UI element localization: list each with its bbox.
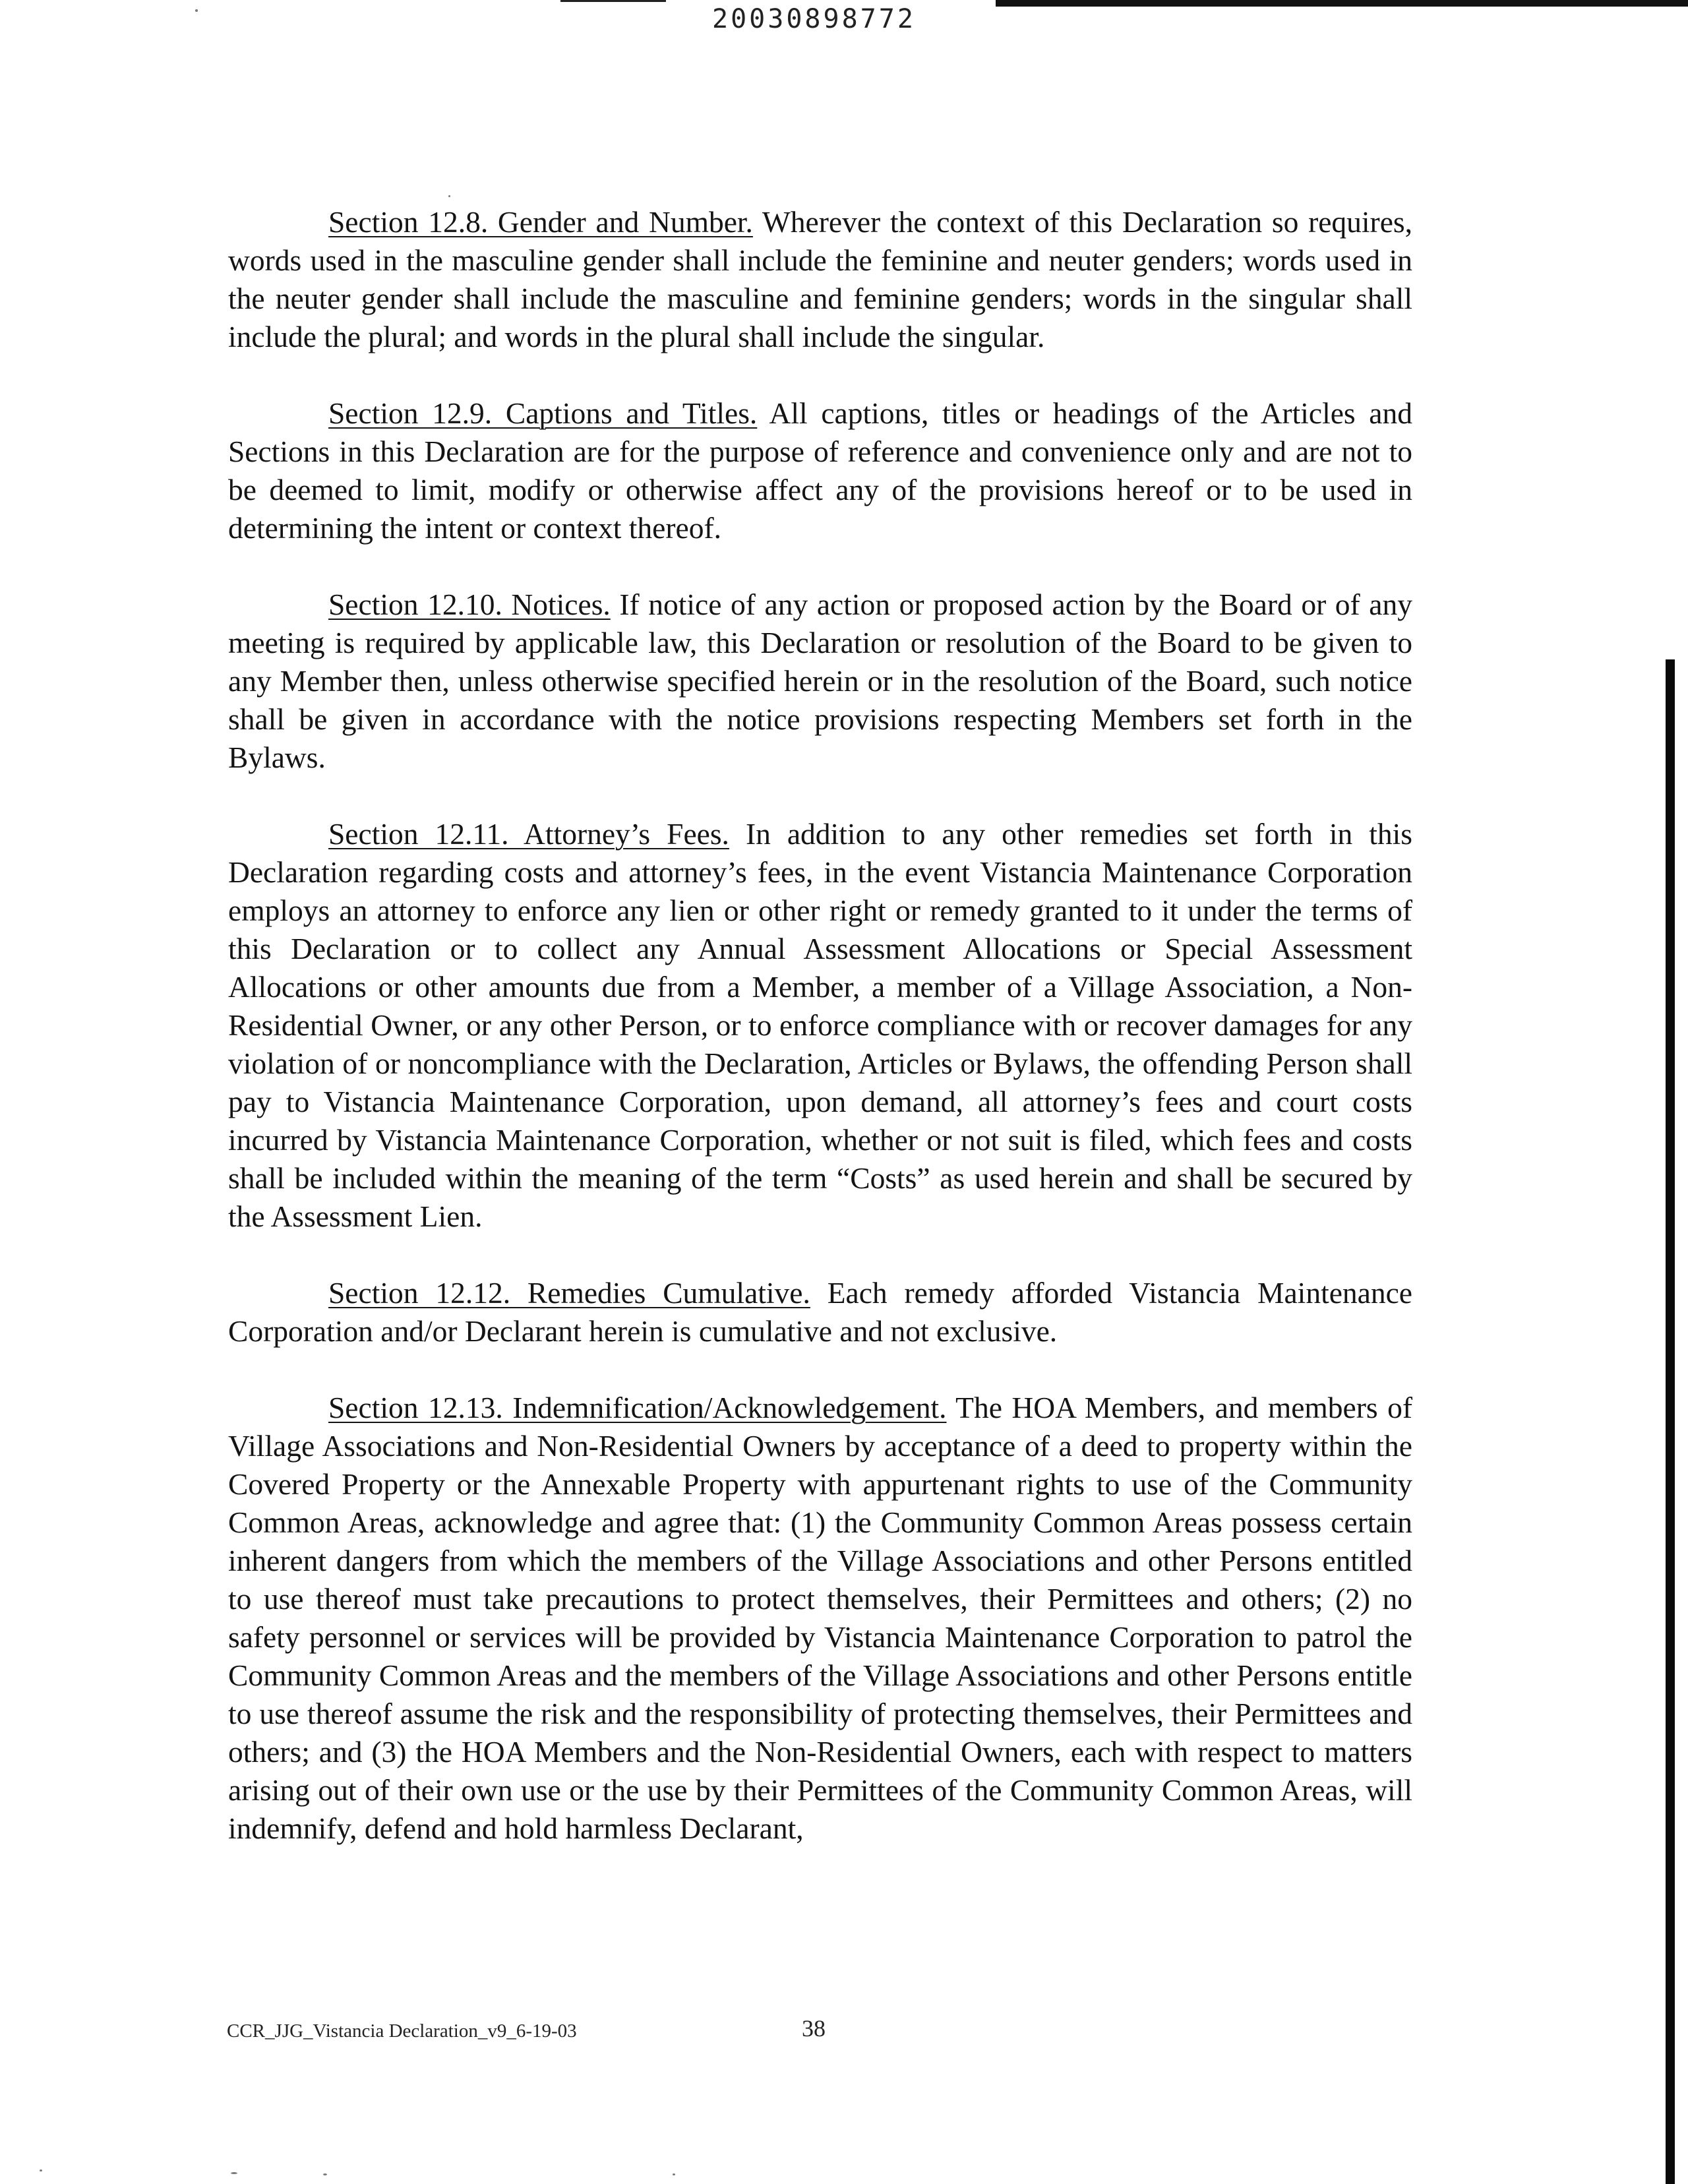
section-body: All captions, titles or headings of the Articles and Sections in this Declaration are for the purpose of reference and convenience only and are not to be deemed to limit, modify or otherwise affect any of the provisions hereof or to be used in determining the intent or context thereof. [228, 396, 1412, 545]
section-heading: Section 12.8. Gender and Number. [328, 205, 753, 239]
scan-edge-bar [1666, 659, 1675, 2184]
section-12-13 [228, 1389, 1412, 1848]
section-body: In addition to any other remedies set forth in this Declaration regarding costs and attorney’s fees, in the event Vistancia Maintenance Corporation employs an attorney to enforce any lien or other right or remedy granted to it under the terms of this Declaration or to collect any Annual Assessment Allocations or Special Assessment Allocations or other amounts due from a Member, a member of a Village Association, a Non-Residential Owner, or any other Person, or to enforce compliance with or recover damages for any violation of or noncompliance with the Declaration, Articles or Bylaws, the offending Person shall pay to Vistancia Maintenance Corporation, upon demand, all attorney’s fees and court costs incurred by Vistancia Maintenance Corporation, whether or not suit is filed, which fees and costs shall be included within the meaning of the term “Costs” as used herein and shall be secured by the Assessment Lien. [228, 817, 1412, 1233]
header-rule-right [996, 0, 1688, 7]
scan-speck [323, 2173, 327, 2175]
scan-speck [195, 9, 198, 12]
page-number: 38 [802, 2015, 826, 2042]
section-heading: Section 12.10. Notices. [328, 588, 611, 621]
scan-speck [40, 2169, 42, 2171]
section-body: Wherever the context of this Declaration so requires, words used in the masculine gender shall include the feminine and neuter genders; words used in the neuter gender shall include the masculine and feminine genders; words in the singular shall include the plural; and words in the plural shall include the singular. [228, 205, 1412, 353]
section-12-12 [228, 1274, 1412, 1350]
section-body: The HOA Members, and members of Village Associations and Non-Residential Owners by acceptance of a deed to property within the Covered Property or the Annexable Property with appurtenant rights to use of the Community Common Areas, acknowledge and agree that: (1) the Community Common Areas possess certain inherent dangers from which the members of the Village Associations and other Persons entitled to use thereof must take precautions to protect themselves, their Permittees and others; (2) no safety personnel or services will be provided by Vistancia Maintenance Corporation to patrol the Community Common Areas and the members of the Village Associations and other Persons entitle to use thereof assume the risk and the responsibility of protecting themselves, their Permittees and others; and (3) the HOA Members and the Non-Residential Owners, each with respect to matters arising out of their own use or the use by their Permittees of the Community Common Areas, will indemnify, defend and hold harmless Declarant, [228, 1391, 1412, 1845]
section-heading: Section 12.11. Attorney’s Fees. [328, 817, 729, 851]
section-12-9 [228, 394, 1412, 547]
header-rule-left [560, 0, 666, 2]
document-number: 20030898772 [712, 4, 916, 34]
scan-speck [231, 2172, 237, 2174]
section-body: Each remedy afforded Vistancia Maintenance Corporation and/or Declarant herein is cumulative and not exclusive. [228, 1276, 1412, 1348]
scan-speck [448, 195, 450, 197]
section-body: If notice of any action or proposed action by the Board or of any meeting is required by applicable law, this Declaration or resolution of the Board to be given to any Member then, unless otherwise specified herein or in the resolution of the Board, such notice shall be given in accordance with the notice provisions respecting Members set forth in the Bylaws. [228, 588, 1412, 774]
section-heading: Section 12.9. Captions and Titles. [328, 396, 758, 430]
document-body [228, 203, 1412, 1886]
section-12-11 [228, 815, 1412, 1236]
section-heading: Section 12.13. Indemnification/Acknowledgement. [328, 1391, 947, 1424]
footer-file-label: CCR_JJG_Vistancia Declaration_v9_6-19-03 [227, 2020, 577, 2042]
section-12-10 [228, 586, 1412, 777]
section-12-8 [228, 203, 1412, 356]
scan-speck [673, 2173, 675, 2175]
section-heading: Section 12.12. Remedies Cumulative. [328, 1276, 810, 1310]
